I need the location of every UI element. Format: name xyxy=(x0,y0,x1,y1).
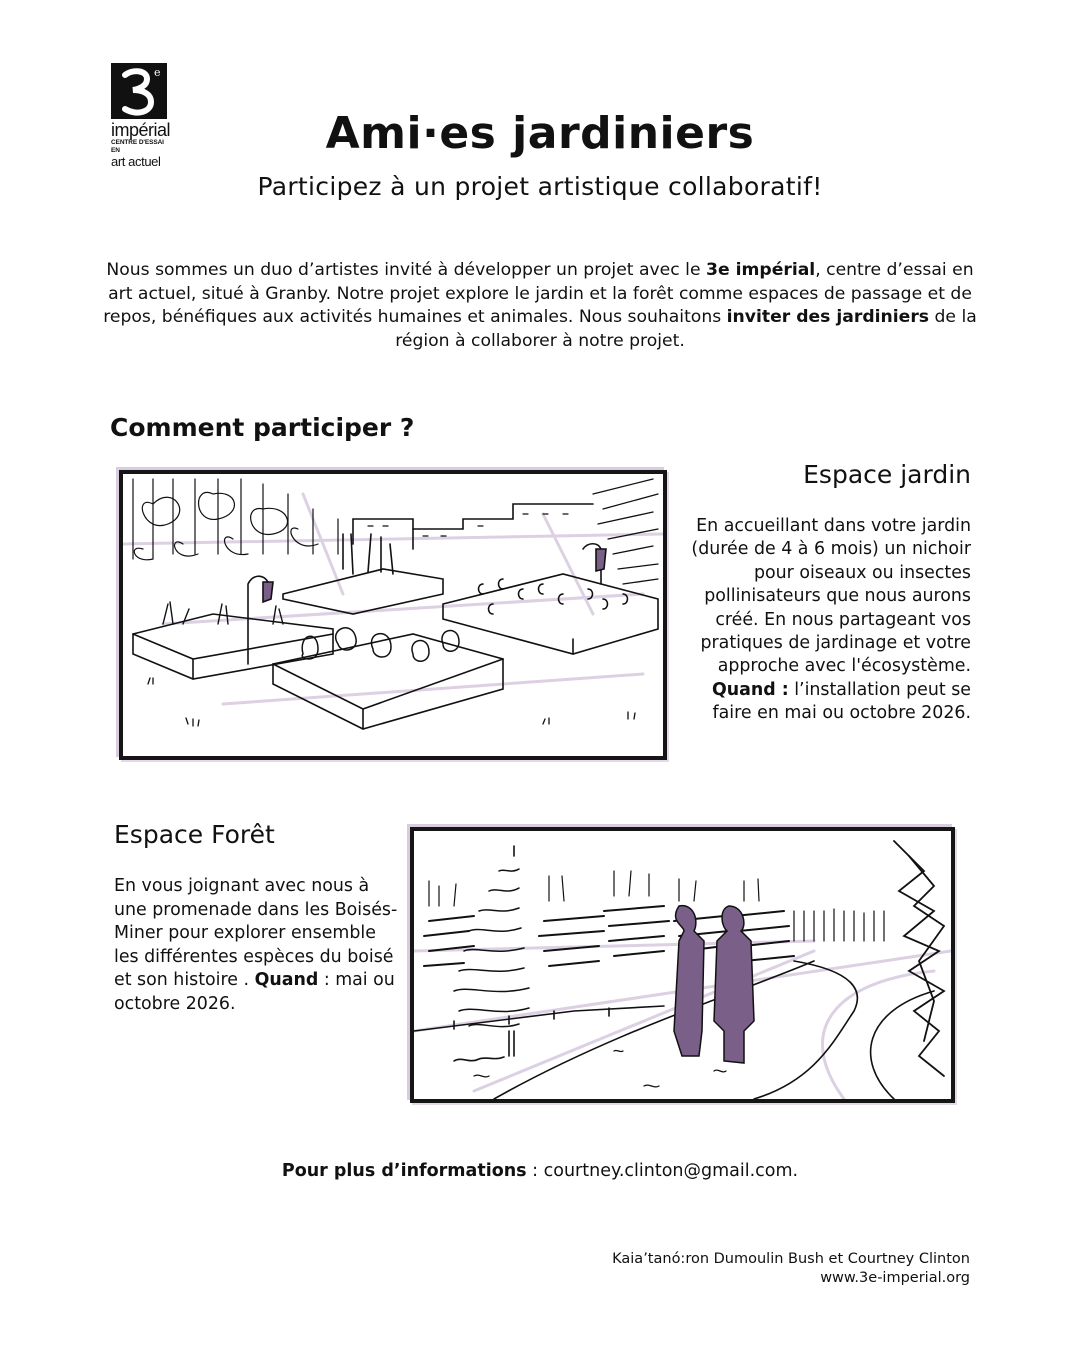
garden-when-text: l’installation peut se faire en mai ou octobre 2026. xyxy=(712,679,971,724)
page-title: Ami·es jardiniers xyxy=(325,108,755,159)
forest-when-label: Quand xyxy=(254,970,319,990)
logo-tagline-2: art actuel xyxy=(111,154,161,169)
garden-paragraph xyxy=(680,515,971,726)
garden-when-label: Quand : xyxy=(711,679,789,700)
contact-separator: : xyxy=(526,1161,544,1181)
forest-when-text: : mai ou octobre 2026. xyxy=(114,970,395,1014)
forest-paragraph xyxy=(114,875,404,1016)
contact-label: Pour plus d’informations xyxy=(281,1161,527,1181)
garden-text: En accueillant dans votre jardin (durée de 4 à 6 mois) un nichoir pour oiseaux ou insectes pollinisateurs que nous aurons créé. En nous partageant vos pratiques de jardinage et votre approche avec l'écosystème. xyxy=(691,516,971,677)
page-subtitle: Participez à un projet artistique collaboratif! xyxy=(257,172,823,201)
how-to-participate-heading: Comment participer ? xyxy=(110,413,415,442)
intro-paragraph xyxy=(100,259,980,353)
forest-text: En vous joignant avec nous à une promenade dans les Boisés-Miner pour explorer ensemble les différentes espèces du boisé et son histoire . xyxy=(114,876,398,990)
contact-email-link[interactable]: courtney.clinton@gmail.com. xyxy=(543,1161,799,1181)
intro-bold-organization: 3e impérial xyxy=(705,260,816,280)
credits xyxy=(612,1250,970,1288)
intro-text-3: de la région à collaborer à notre projet. xyxy=(395,307,977,351)
logo-tagline: CENTRE D'ESSAI EN xyxy=(111,139,164,154)
artists-credit: Kaia’tanó:ron Dumoulin Bush et Courtney Clinton xyxy=(612,1251,970,1267)
svg-text:e: e xyxy=(154,66,161,79)
website-link[interactable]: www.3e-imperial.org xyxy=(820,1270,970,1286)
garden-heading: Espace jardin xyxy=(803,460,971,489)
intro-text-2: , centre d’essai en art actuel, situé à Granby. Notre projet explore le jardin et la forêt comme espaces de passage et de repos, bénéfiques aux activités humaines et animales. Nous souhaitons xyxy=(103,260,974,327)
intro-bold-invite: inviter des jardiniers xyxy=(726,307,930,327)
forest-heading: Espace Forêt xyxy=(114,820,275,849)
forest-illustration xyxy=(410,827,955,1103)
garden-illustration xyxy=(119,470,667,760)
intro-text-1: Nous sommes un duo d’artistes invité à développer un projet avec le xyxy=(106,260,706,280)
logo-name: impérial xyxy=(111,120,171,140)
contact-line xyxy=(0,1161,1080,1181)
